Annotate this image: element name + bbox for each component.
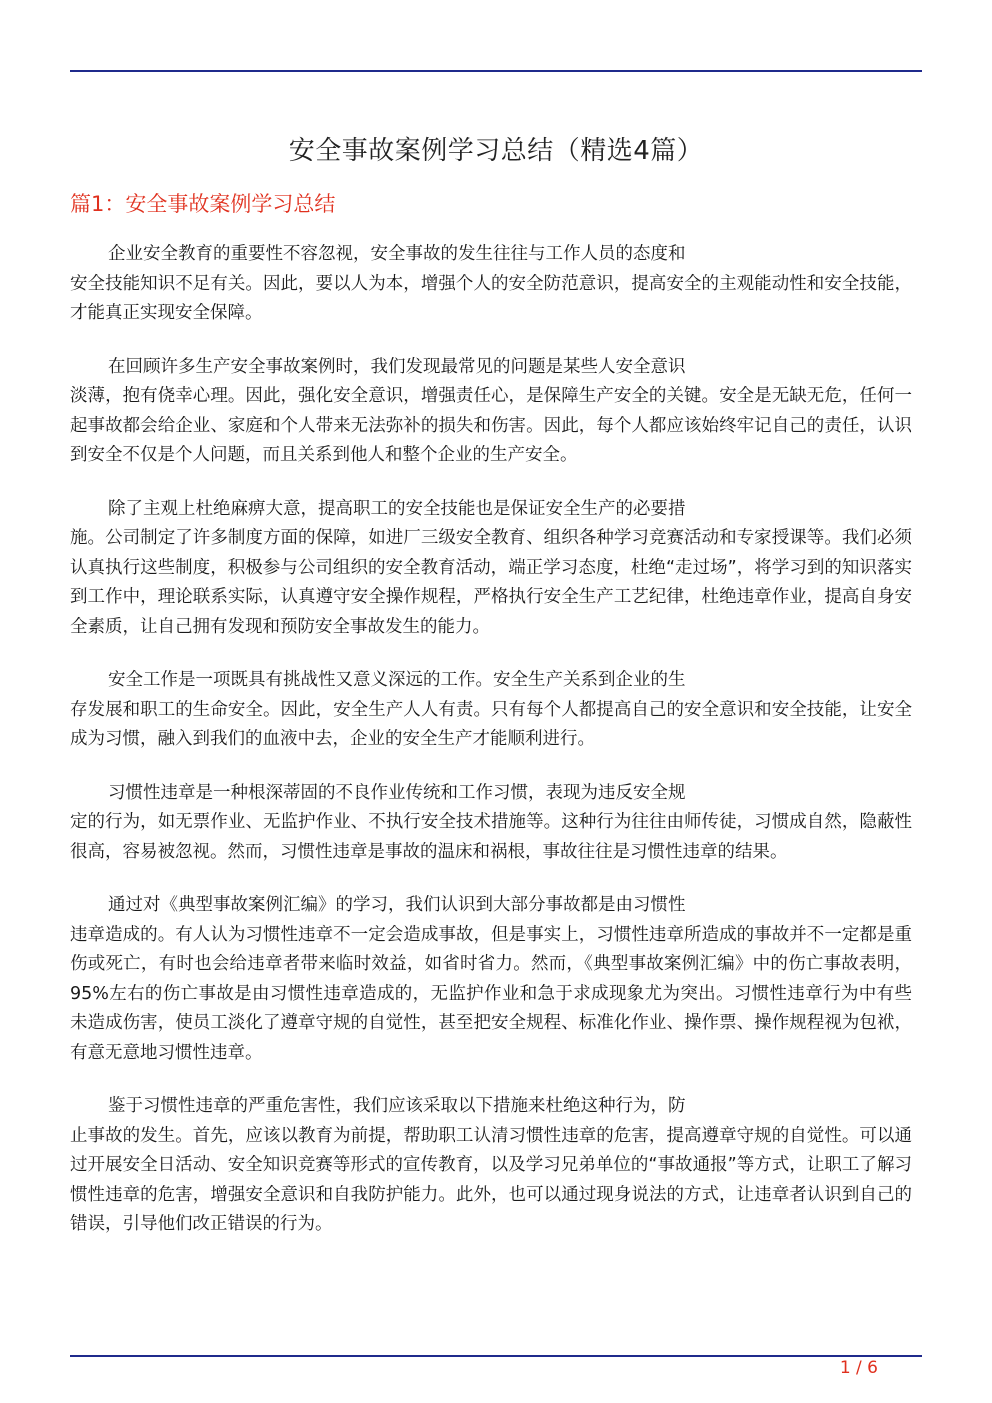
paragraph-first-line: 企业安全教育的重要性不容忽视，安全事故的发生往往与工作人员的态度和	[108, 244, 686, 264]
paragraph-text: 违章造成的。有人认为习惯性违章不一定会造成事故，但是事实上，习惯性违章所造成的事故并不一定都是重伤或死亡，有时也会给违章者带来临时效益，如省时省力。然而，《典型事故案例汇编》中的伤亡事故表明，95%左右的伤亡事故是由习惯性违章造成的，无监护作业和急于求成现象尤为突出。习惯性违章行为中有些未造成伤害，使员工淡化了遵章守规的自觉性，甚至把安全规程、标准化作业、操作票、操作规程视为包袱，有意无意地习惯性违章。	[70, 924, 912, 1063]
paragraph-6	[70, 891, 912, 1068]
paragraph-4	[70, 666, 912, 755]
document-body	[70, 240, 912, 1264]
paragraph-first-line: 鉴于习惯性违章的严重危害性，我们应该采取以下措施来杜绝这种行为，防	[108, 1096, 686, 1116]
paragraph-text: 存发展和职工的生命安全。因此，安全生产人人有责。只有每个人都提高自己的安全意识和安全技能，让安全成为习惯，融入到我们的血液中去，企业的安全生产才能顺利进行。	[70, 699, 912, 749]
paragraph-text: 安全技能知识不足有关。因此，要以人为本，增强个人的安全防范意识，提高安全的主观能动性和安全技能，才能真正实现安全保障。	[70, 273, 912, 323]
paragraph-5	[70, 779, 912, 868]
paragraph-first-line: 习惯性违章是一种根深蒂固的不良作业传统和工作习惯，表现为违反安全规	[108, 782, 686, 803]
paragraph-text: 止事故的发生。首先，应该以教育为前提，帮助职工认清习惯性违章的危害，提高遵章守规的自觉性。可以通过开展安全日活动、安全知识竞赛等形式的宣传教育，以及学习兄弟单位的“事故通报”等方式，让职工了解习惯性违章的危害，增强安全意识和自我防护能力。此外，也可以通过现身说法的方式，让违章者认识到自己的错误，引导他们改正错误的行为。	[70, 1125, 912, 1234]
paragraph-first-line: 在回顾许多生产安全事故案例时，我们发现最常见的问题是某些人安全意识	[108, 356, 686, 377]
paragraph-text: 淡薄，抱有侥幸心理。因此，强化安全意识，增强责任心，是保障生产安全的关键。安全是无缺无危，任何一起事故都会给企业、家庭和个人带来无法弥补的损失和伤害。因此，每个人都应该始终牢记自己的责任，认识到安全不仅是个人问题，而且关系到他人和整个企业的生产安全。	[70, 386, 912, 465]
page-number: 1 / 6	[839, 1358, 878, 1378]
footer-rule	[70, 1355, 922, 1357]
paragraph-first-line: 除了主观上杜绝麻痹大意，提高职工的安全技能也是保证安全生产的必要措	[108, 498, 686, 519]
section-heading: 篇1：安全事故案例学习总结	[70, 192, 336, 216]
paragraph-2	[70, 353, 912, 471]
paragraph-text: 施。公司制定了许多制度方面的保障，如进厂三级安全教育、组织各种学习竞赛活动和专家授课等。我们必须认真执行这些制度，积极参与公司组织的安全教育活动，端正学习态度，杜绝“走过场”，将学习到的知识落实到工作中，理论联系实际，认真遵守安全操作规程，严格执行安全生产工艺纪律，杜绝违章作业，提高自身安全素质，让自己拥有发现和预防安全事故发生的能力。	[70, 528, 912, 637]
paragraph-text: 定的行为，如无票作业、无监护作业、不执行安全技术措施等。这种行为往往由师传徒，习惯成自然，隐蔽性很高，容易被忽视。然而，习惯性违章是事故的温床和祸根，事故往往是习惯性违章的结果。	[70, 812, 912, 862]
paragraph-3	[70, 495, 912, 643]
document-title: 安全事故案例学习总结（精选4篇）	[288, 136, 704, 166]
paragraph-first-line: 安全工作是一项既具有挑战性又意义深远的工作。安全生产关系到企业的生	[108, 670, 686, 690]
paragraph-1	[70, 240, 912, 329]
paragraph-first-line: 通过对《典型事故案例汇编》的学习，我们认识到大部分事故都是由习惯性	[108, 895, 686, 915]
paragraph-7	[70, 1092, 912, 1240]
header-rule	[70, 70, 922, 72]
